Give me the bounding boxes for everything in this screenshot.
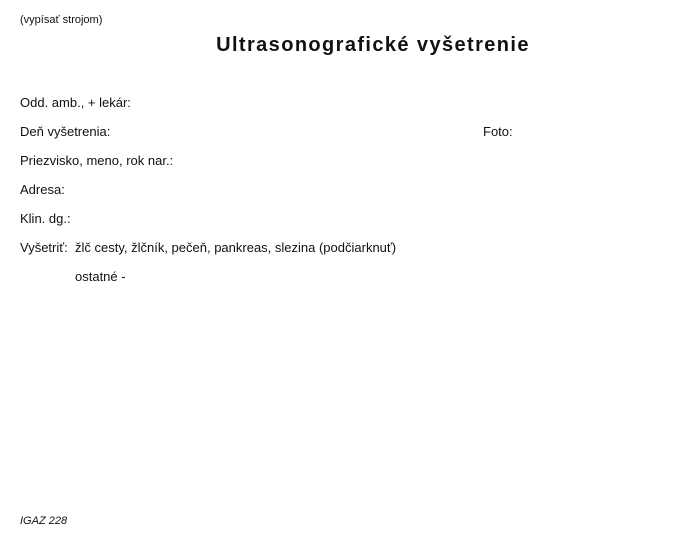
examine-row — [20, 240, 396, 255]
form-code: IGAZ 228 — [20, 515, 68, 527]
photo-label: Foto: — [483, 124, 513, 139]
department-doctor-label: Odd. amb., + lekár: — [20, 95, 131, 110]
address-label: Adresa: — [20, 182, 65, 197]
patient-name-label: Priezvisko, meno, rok nar.: — [20, 153, 174, 168]
examine-label: Vyšetriť: — [20, 240, 68, 255]
other-label: ostatné - — [75, 269, 126, 284]
typing-instruction: (vypísať strojom) — [20, 14, 103, 26]
exam-date-label: Deň vyšetrenia: — [20, 124, 111, 139]
form-title: Ultrasonografické vyšetrenie — [216, 34, 530, 56]
clinical-diagnosis-label: Klin. dg.: — [20, 211, 71, 226]
examine-options: žlč cesty, žlčník, pečeň, pankreas, slezina (podčiarknuť) — [75, 240, 397, 255]
